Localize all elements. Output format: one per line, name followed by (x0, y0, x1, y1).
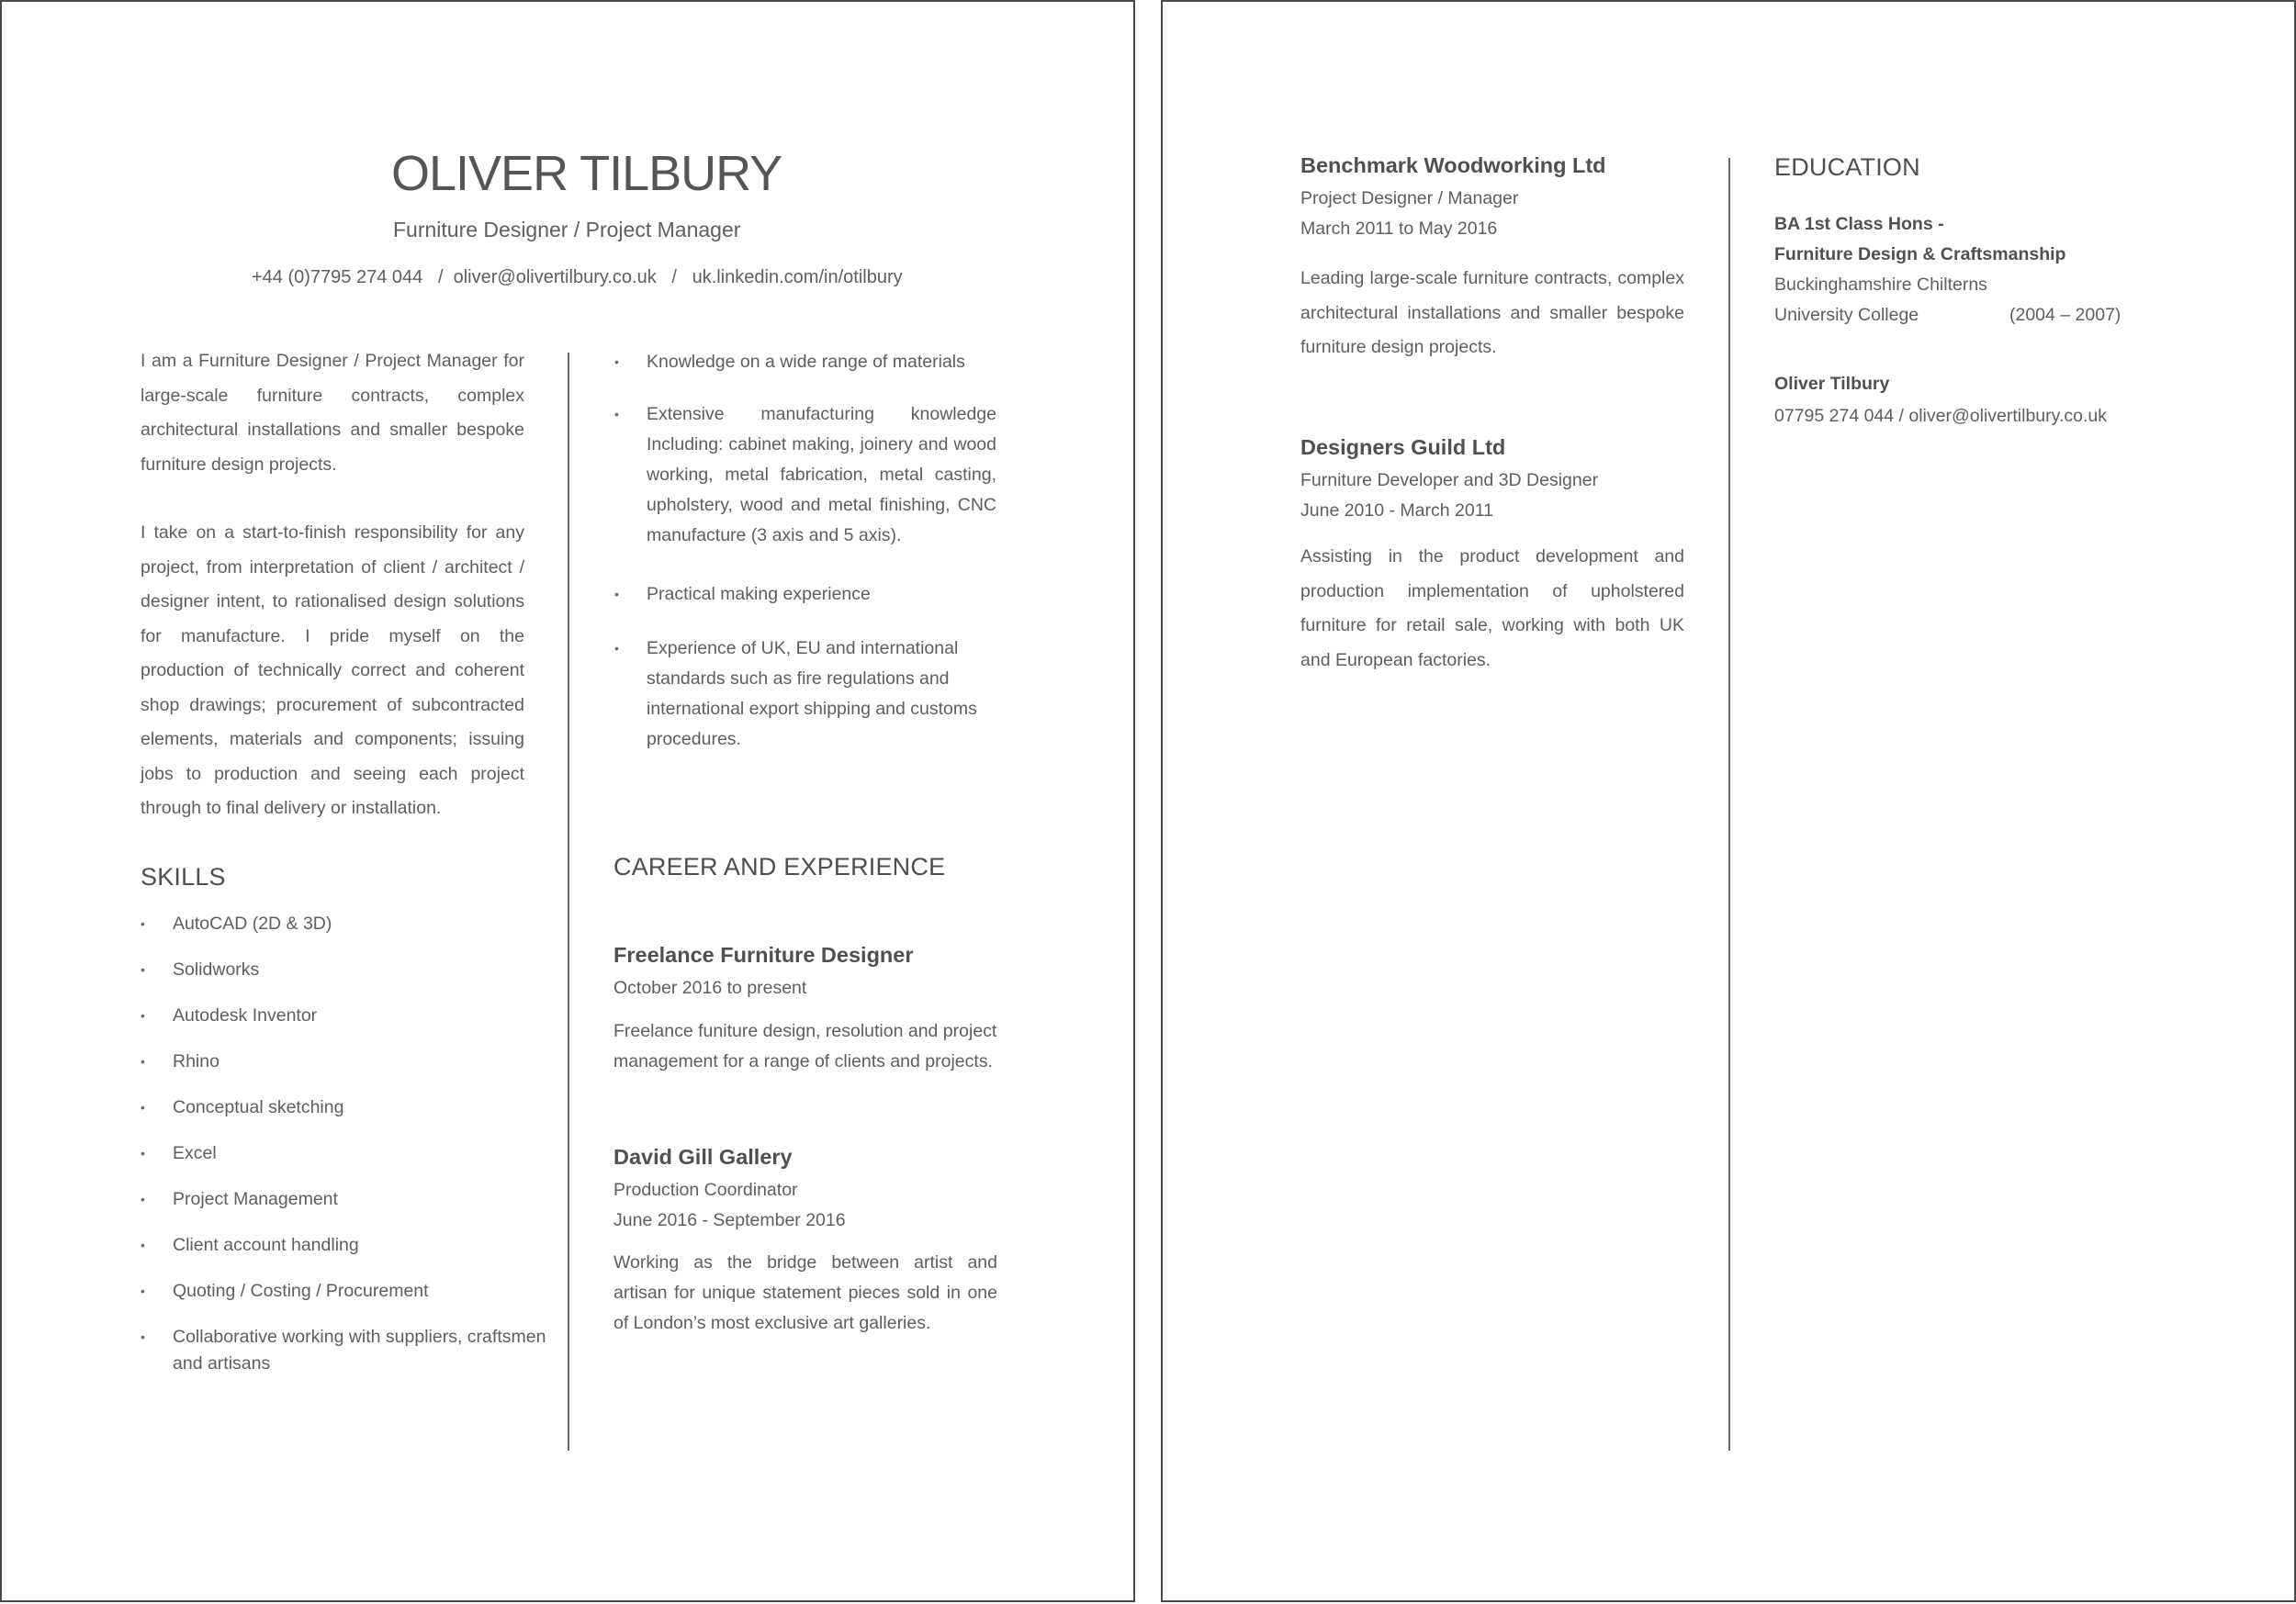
job-description: Freelance funiture design, resolution and project management for a range of clients and projects. (613, 1021, 997, 1071)
list-item: • Experience of UK, EU and international standards such as fire regulations and international export shipping and customs procedures. (647, 634, 996, 755)
job-dates: October 2016 to present (613, 978, 807, 998)
job-role: Project Designer / Manager (1300, 188, 1519, 208)
job-title: Designers Guild Ltd (1300, 435, 1506, 459)
bullet-icon: • (141, 1238, 145, 1252)
bullet-icon: • (614, 641, 619, 656)
list-item: • AutoCAD (2D & 3D) (173, 911, 558, 937)
skills-heading: SKILLS (141, 863, 226, 891)
job-role: Furniture Developer and 3D Designer (1300, 470, 1599, 490)
list-item: • Practical making experience (647, 579, 996, 610)
resume-page-1 (0, 0, 1135, 1602)
candidate-name: OLIVER TILBURY (391, 146, 782, 201)
list-item: • Knowledge on a wide range of materials (647, 347, 996, 377)
resume-page-2 (1161, 0, 2296, 1602)
list-item: • Quoting / Costing / Procurement (173, 1278, 558, 1305)
bullet-icon: • (141, 1008, 145, 1023)
bullet-icon: • (614, 354, 619, 369)
school-line-2: University College (1774, 305, 1919, 325)
education-heading: EDUCATION (1774, 153, 1920, 181)
list-item: • Client account handling (173, 1232, 558, 1259)
job-description: Leading large-scale furniture contracts, complex architectural installations and smaller bespoke furniture design projects. (1300, 268, 1684, 357)
candidate-title: Furniture Designer / Project Manager (393, 218, 741, 241)
bullet-icon: • (141, 916, 145, 931)
degree-line-1: BA 1st Class Hons - (1774, 214, 1944, 234)
list-item: • Rhino (173, 1049, 558, 1075)
bullet-icon: • (141, 1100, 145, 1115)
column-divider (568, 353, 569, 1451)
bullet-icon: • (614, 587, 619, 601)
career-heading: CAREER AND EXPERIENCE (613, 853, 946, 881)
bullet-icon: • (141, 1192, 145, 1206)
school-line-1: Buckinghamshire Chilterns (1774, 275, 1987, 295)
bullet-icon: • (141, 1329, 145, 1344)
list-item: • Excel (173, 1140, 558, 1167)
list-item: • Solidworks (173, 957, 558, 983)
education-years: (2004 – 2007) (2009, 305, 2122, 325)
job-title: Freelance Furniture Designer (613, 943, 914, 967)
bullet-icon: • (141, 962, 145, 977)
job-dates: March 2011 to May 2016 (1300, 219, 1498, 239)
list-item: • Extensive manufacturing knowledge Including: cabinet making, joinery and wood working, metal fabrication, metal casting, upholstery, wood and metal finishing, CNC manufacture (3 axis and 5 axis). (647, 399, 996, 551)
bullet-icon: • (141, 1054, 145, 1069)
intro-paragraph-1: I am a Furniture Designer / Project Manager for large-scale furniture contracts, complex architectural installations and smaller bespoke furniture design projects. (141, 351, 524, 475)
job-dates: June 2016 - September 2016 (613, 1210, 846, 1230)
contact-line: +44 (0)7795 274 044 / oliver@olivertilbury.co.uk / uk.linkedin.com/in/otilbury (252, 267, 903, 287)
job-dates: June 2010 - March 2011 (1300, 500, 1493, 521)
job-description: Assisting in the product development and production implementation of upholstered furniture for retail sale, working with both UK and European factories. (1300, 546, 1684, 670)
footer-name: Oliver Tilbury (1774, 374, 1890, 394)
column-divider (1728, 158, 1730, 1451)
intro-paragraph-2: I take on a start-to-finish responsibility for any project, from interpretation of client / architect / designer intent, to rationalised design solutions for manufacture. I pride myself on the production of technically correct and coherent shop drawings; procurement of subcontracted elements, materials and components; issuing jobs to production and seeing each project through to final delivery or installation. (141, 522, 524, 818)
job-description: Working as the bridge between artist and artisan for unique statement pieces sold in one of London’s most exclusive art galleries. (613, 1252, 997, 1333)
job-title: Benchmark Woodworking Ltd (1300, 153, 1606, 177)
degree-line-2: Furniture Design & Craftsmanship (1774, 244, 2066, 264)
list-item: • Project Management (173, 1186, 558, 1213)
knowledge-list (614, 347, 996, 755)
bullet-icon: • (614, 407, 619, 421)
list-item: • Collaborative working with suppliers, craftsmen and artisans (173, 1324, 558, 1377)
skills-list (141, 911, 558, 1396)
job-role: Production Coordinator (613, 1180, 798, 1200)
footer-contact-details: 07795 274 044 / oliver@olivertilbury.co.uk (1774, 406, 2107, 426)
bullet-icon: • (141, 1284, 145, 1298)
list-item: • Conceptual sketching (173, 1094, 558, 1121)
list-item: • Autodesk Inventor (173, 1003, 558, 1029)
bullet-icon: • (141, 1146, 145, 1161)
job-title: David Gill Gallery (613, 1145, 793, 1169)
